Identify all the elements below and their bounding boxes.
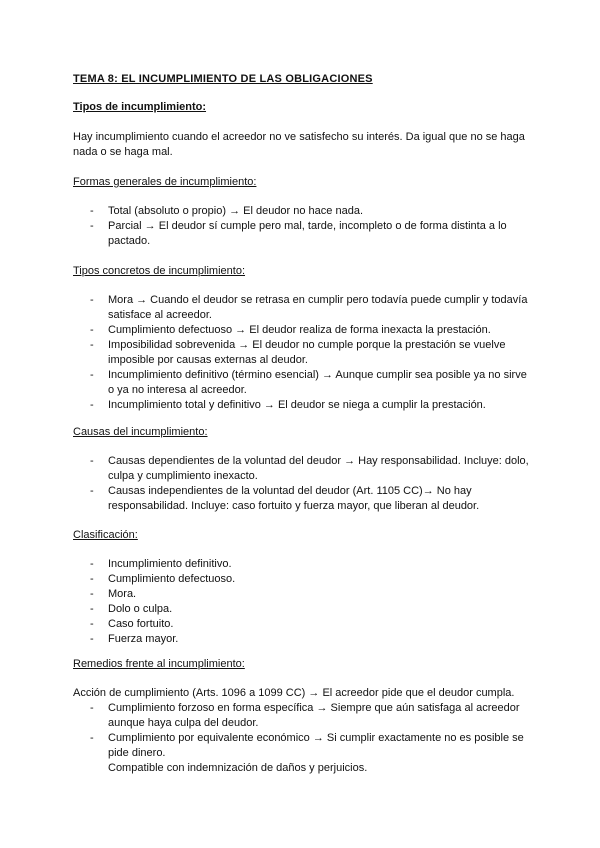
compatible-note: Compatible con indemnización de daños y perjuicios. [108, 762, 368, 774]
tipos-heading: Tipos de incumplimiento: [73, 101, 207, 113]
accion-cumplimiento: Acción de cumplimiento (Arts. 1096 a 1099 CC) → El acreedor pide que el deudor cumpla. [73, 687, 515, 699]
list-item: - Cumplimiento defectuoso → El deudor realiza de forma inexacta la prestación. [90, 323, 530, 338]
causas-list [90, 454, 530, 514]
list-item: - Mora → Cuando el deudor se retrasa en cumplir pero todavía puede cumplir y todavía satisface al acreedor. [90, 293, 530, 323]
list-item: - Causas dependientes de la voluntad del deudor → Hay responsabilidad. Incluye: dolo, culpa y cumplimiento inexacto. [90, 454, 530, 484]
list-item: - Cumplimiento forzoso en forma específica → Siempre que aún satisfaga al acreedor aunque haya culpa del deudor. [90, 701, 530, 731]
list-item: - Incumplimiento definitivo (término esencial) → Aunque cumplir sea posible ya no sirve o ya no interesa al acreedor. [90, 368, 530, 398]
list-item: - Imposibilidad sobrevenida → El deudor no cumple porque la prestación se vuelve imposible por causas externas al deudor. [90, 338, 530, 368]
list-item: - Parcial → El deudor sí cumple pero mal, tarde, incompleto o de forma distinta a lo pactado. [90, 219, 530, 249]
list-item: - Incumplimiento total y definitivo → El deudor se niega a cumplir la prestación. [90, 398, 530, 413]
list-item: - Incumplimiento definitivo. [90, 557, 530, 572]
document-title: TEMA 8: EL INCUMPLIMIENTO DE LAS OBLIGACIONES [73, 73, 373, 85]
remedios-list [90, 701, 530, 761]
clasificacion-list [90, 557, 530, 647]
list-item: - Dolo o culpa. [90, 602, 530, 617]
list-item: - Cumplimiento por equivalente económico → Si cumplir exactamente no es posible se pide dinero. [90, 731, 530, 761]
list-item: - Causas independientes de la voluntad del deudor (Art. 1105 CC)→ No hay responsabilidad. Incluye: caso fortuito y fuerza mayor, que liberan al deudor. [90, 484, 530, 514]
list-item: - Cumplimiento defectuoso. [90, 572, 530, 587]
remedios-heading: Remedios frente al incumplimiento: [73, 658, 245, 670]
formas-heading: Formas generales de incumplimiento: [73, 176, 257, 188]
list-item: - Caso fortuito. [90, 617, 530, 632]
tipos-concretos-heading: Tipos concretos de incumplimiento: [73, 265, 246, 277]
causas-heading: Causas del incumplimiento: [73, 426, 208, 438]
list-item: - Mora. [90, 587, 530, 602]
formas-list [90, 204, 530, 249]
list-item: - Total (absoluto o propio) → El deudor no hace nada. [90, 204, 530, 219]
tipos-concretos-list [90, 293, 530, 413]
list-item: - Fuerza mayor. [90, 632, 530, 647]
clasificacion-heading: Clasificación: [73, 529, 138, 541]
intro-paragraph: Hay incumplimiento cuando el acreedor no ve satisfecho su interés. Da igual que no se haga nada o se haga mal. [73, 131, 525, 158]
